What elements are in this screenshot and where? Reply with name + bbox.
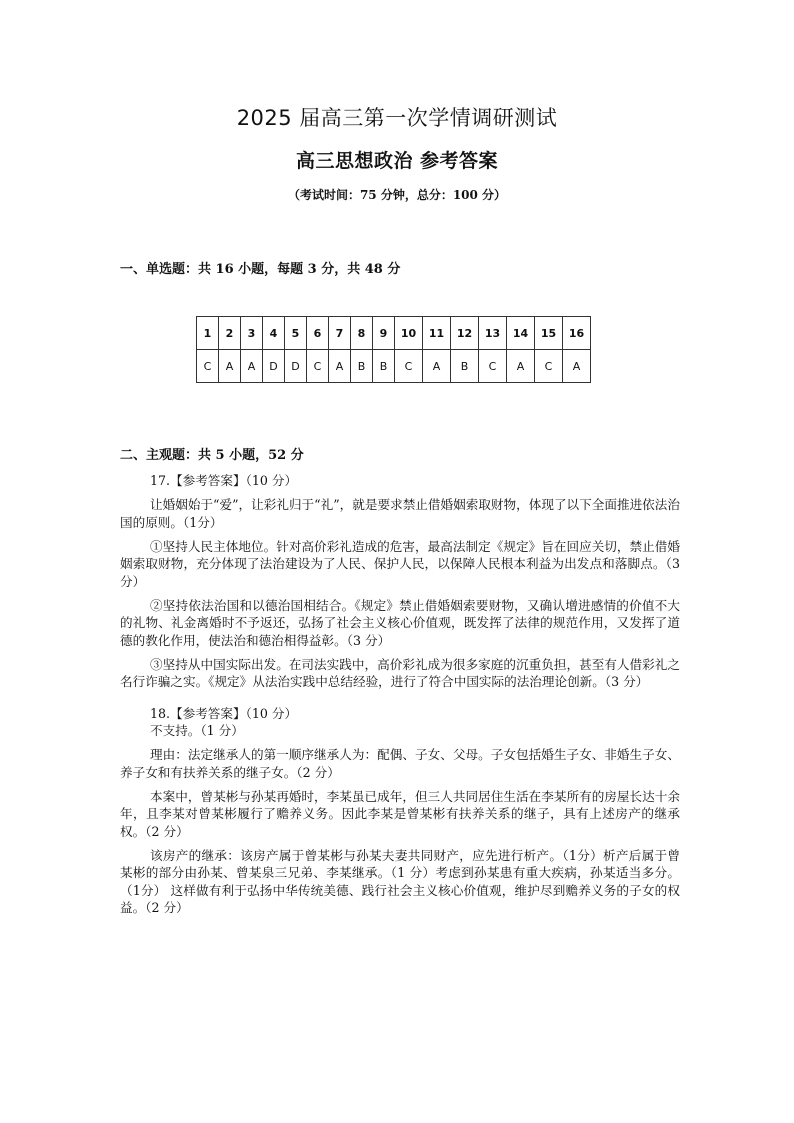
question-number: 2	[219, 317, 241, 350]
question-number: 16	[563, 317, 591, 350]
answer-cell: A	[241, 350, 263, 383]
answer-cell: C	[307, 350, 329, 383]
q18-reason-1: 理由：法定继承人的第一顺序继承人为：配偶、子女、父母。子女包括婚生子女、非婚生子女、养子女和有扶养关系的继子女。（2 分）	[120, 747, 680, 780]
section-heading-subjective: 二、主观题：共 5 小题，52 分	[120, 448, 304, 463]
question-number: 1	[197, 317, 219, 350]
page-subtitle: 高三思想政治 参考答案	[295, 150, 499, 172]
q18-answer: 不支持。（1 分）	[150, 723, 244, 738]
question-number: 15	[535, 317, 563, 350]
q18-heading	[120, 705, 680, 723]
answer-cell: A	[507, 350, 535, 383]
answer-cell: B	[373, 350, 395, 383]
answer-cell: A	[219, 350, 241, 383]
answer-cell: C	[395, 350, 423, 383]
question-number: 8	[351, 317, 373, 350]
answer-cell: D	[263, 350, 285, 383]
q18-reason-3: 该房产的继承：该房产属于曾某彬与孙某夫妻共同财产，应先进行析产。（1分）析产后属于曾某彬的部分由孙某、曾某泉三兄弟、李某继承。（1 分）考虑到孙某患有重大疾病，孙某适当多分。（1分） 这样做有利于弘扬中华传统美德、践行社会主义核心价值观，维护尽到赡养义务的子女的权益。（2 分）	[120, 847, 680, 915]
question-number: 10	[395, 317, 423, 350]
answer-cell: A	[423, 350, 451, 383]
answer-cell: C	[197, 350, 219, 383]
q17-heading	[120, 472, 680, 490]
question-number: 9	[373, 317, 395, 350]
question-number: 13	[479, 317, 507, 350]
q17-label: 17.【参考答案】	[150, 473, 246, 488]
answer-cell: A	[563, 350, 591, 383]
answer-cell: C	[479, 350, 507, 383]
answer-cell: B	[351, 350, 373, 383]
question-number: 5	[285, 317, 307, 350]
answer-row	[197, 350, 591, 383]
q17-point-1: ①坚持人民主体地位。针对高价彩礼造成的危害，最高法制定《规定》旨在回应关切，禁止借婚姻索取财物，充分体现了法治建设为了人民、保护人民，以保障人民根本利益为出发点和落脚点。（3 分）	[120, 538, 680, 589]
question-number: 3	[241, 317, 263, 350]
q17-point-3: ③坚持从中国实际出发。在司法实践中，高价彩礼成为很多家庭的沉重负担，甚至有人借彩礼之名行诈骗之实。《规定》从法治实践中总结经验，进行了符合中国实际的法治理论创新。（3 分）	[120, 656, 680, 689]
answer-body	[120, 472, 680, 917]
answer-cell: B	[451, 350, 479, 383]
question-number: 6	[307, 317, 329, 350]
question-number: 7	[329, 317, 351, 350]
page-title: 2025 届高三第一次学情调研测试	[236, 106, 558, 130]
question-number: 11	[423, 317, 451, 350]
answer-table	[196, 316, 591, 383]
q17-point-2: ②坚持依法治国和以德治国相结合。《规定》禁止借婚姻索要财物，又确认增进感情的价值不大的礼物、礼金离婚时不予返还，弘扬了社会主义核心价值观，既发挥了法律的规范作用，又发挥了道德的教化作用，使法治和德治相得益彰。（3 分）	[120, 597, 680, 648]
section-heading-single-choice: 一、单选题：共 16 小题，每题 3 分，共 48 分	[120, 262, 401, 277]
q18-label: 18.【参考答案】	[150, 705, 246, 721]
exam-info: （考试时间：75 分钟，总分：100 分）	[287, 188, 507, 202]
q18-score: （10 分）	[245, 705, 298, 721]
question-number-row	[197, 317, 591, 350]
question-number: 12	[451, 317, 479, 350]
answer-cell: C	[535, 350, 563, 383]
q17-intro: 让婚姻始于“爱”，让彩礼归于“礼”，就是要求禁止借婚姻索取财物，体现了以下全面推进依法治国的原则。（1分）	[120, 497, 680, 530]
answer-cell: A	[329, 350, 351, 383]
q17-score: （10 分）	[245, 473, 298, 488]
question-number: 14	[507, 317, 535, 350]
question-number: 4	[263, 317, 285, 350]
answer-cell: D	[285, 350, 307, 383]
q18-reason-2: 本案中，曾某彬与孙某再婚时，李某虽已成年，但三人共同居住生活在李某所有的房屋长达十余年，且李某对曾某彬履行了赡养义务。因此李某是曾某彬有扶养关系的继子，具有上述房产的继承权。（2 分）	[120, 788, 680, 839]
